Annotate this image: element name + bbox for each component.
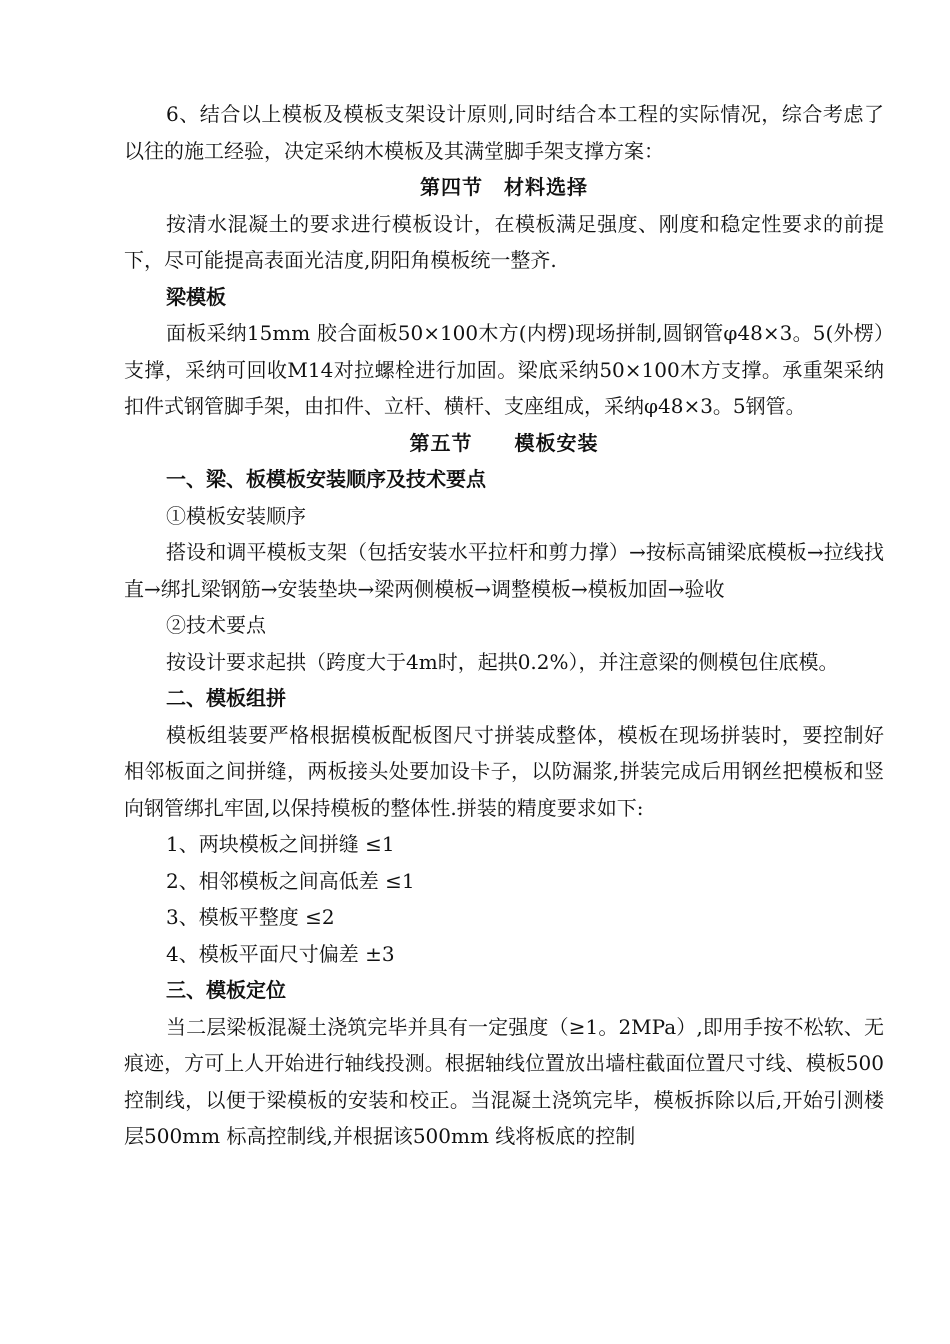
subheading-formwork-assembly: 二、模板组拼 <box>166 686 286 710</box>
item-installation-order-title: ①模板安装顺序 <box>166 503 306 528</box>
section-heading-material-selection: 第四节 材料选择 <box>420 175 588 199</box>
paragraph-formwork-design: 按清水混凝土的要求进行模板设计，在模板满足强度、刚度和稳定性要求的前提下，尽可能提高表面光洁度,阴阳角模板统一整齐. <box>124 211 884 272</box>
paragraph-formwork-positioning: 当二层梁板混凝土浇筑完毕并具有一定强度（≥1。2MPa）,即用手按不松软、无痕迹，方可上人开始进行轴线投测。根据轴线位置放出墙柱截面位置尺寸线、模板500 控制线，以便于梁模板的安装和校正。当混凝土浇筑完毕，模板拆除以后,开始引测楼层500mm 标高控制线,并根据该500mm 线将板底的控制 <box>124 1014 891 1148</box>
paragraph-installation-order: 搭设和调平模板支架（包括安装水平拉杆和剪力撑）→按标高铺梁底模板→拉线找直→绑扎梁钢筋→安装垫块→梁两侧模板→调整模板→模板加固→验收 <box>124 540 884 601</box>
list-item-tolerance-3: 3、模板平整度 ≤2 <box>166 905 335 929</box>
list-item-tolerance-1: 1、两块模板之间拼缝 ≤1 <box>166 832 395 856</box>
document-page <box>124 96 891 1155</box>
subheading-beam-formwork: 梁模板 <box>166 284 226 309</box>
list-item-tolerance-4: 4、模板平面尺寸偏差 ±3 <box>166 941 395 966</box>
section-heading-formwork-installation: 第五节 模板安装 <box>409 430 599 455</box>
subheading-formwork-positioning: 三、模板定位 <box>166 978 286 1002</box>
paragraph-technical-points: 按设计要求起拱（跨度大于4m时，起拱0.2%），并注意梁的侧模包住底模。 <box>166 649 839 674</box>
subheading-installation-sequence: 一、梁、板模板安装顺序及技术要点 <box>166 467 486 491</box>
list-item-tolerance-2: 2、相邻模板之间高低差 ≤1 <box>166 868 415 893</box>
paragraph-design-principles: 6、结合以上模板及模板支架设计原则,同时结合本工程的实际情况，综合考虑了以往的施工经验，决定采纳木模板及其满堂脚手架支撑方案： <box>124 102 884 163</box>
paragraph-beam-formwork-materials: 面板采纳15mm 胶合面板50×100木方(内楞)现场拼制,圆钢管φ48×3。5(外楞）支撑，采纳可回收M14对拉螺栓进行加固。梁底采纳50×100木方支撑。承重架采纳扣件式钢管脚手架，由扣件、立杆、横杆、支座组成，采纳φ48×3。5钢管。 <box>124 321 884 418</box>
item-technical-points-title: ②技术要点 <box>166 613 266 637</box>
paragraph-formwork-assembly: 模板组装要严格根据模板配板图尺寸拼装成整体，模板在现场拼装时，要控制好相邻板面之间拼缝，两板接头处要加设卡子，以防漏浆,拼装完成后用钢丝把模板和竖向钢管绑扎牢固,以保持模板的整体性.拼装的精度要求如下: <box>124 722 884 820</box>
